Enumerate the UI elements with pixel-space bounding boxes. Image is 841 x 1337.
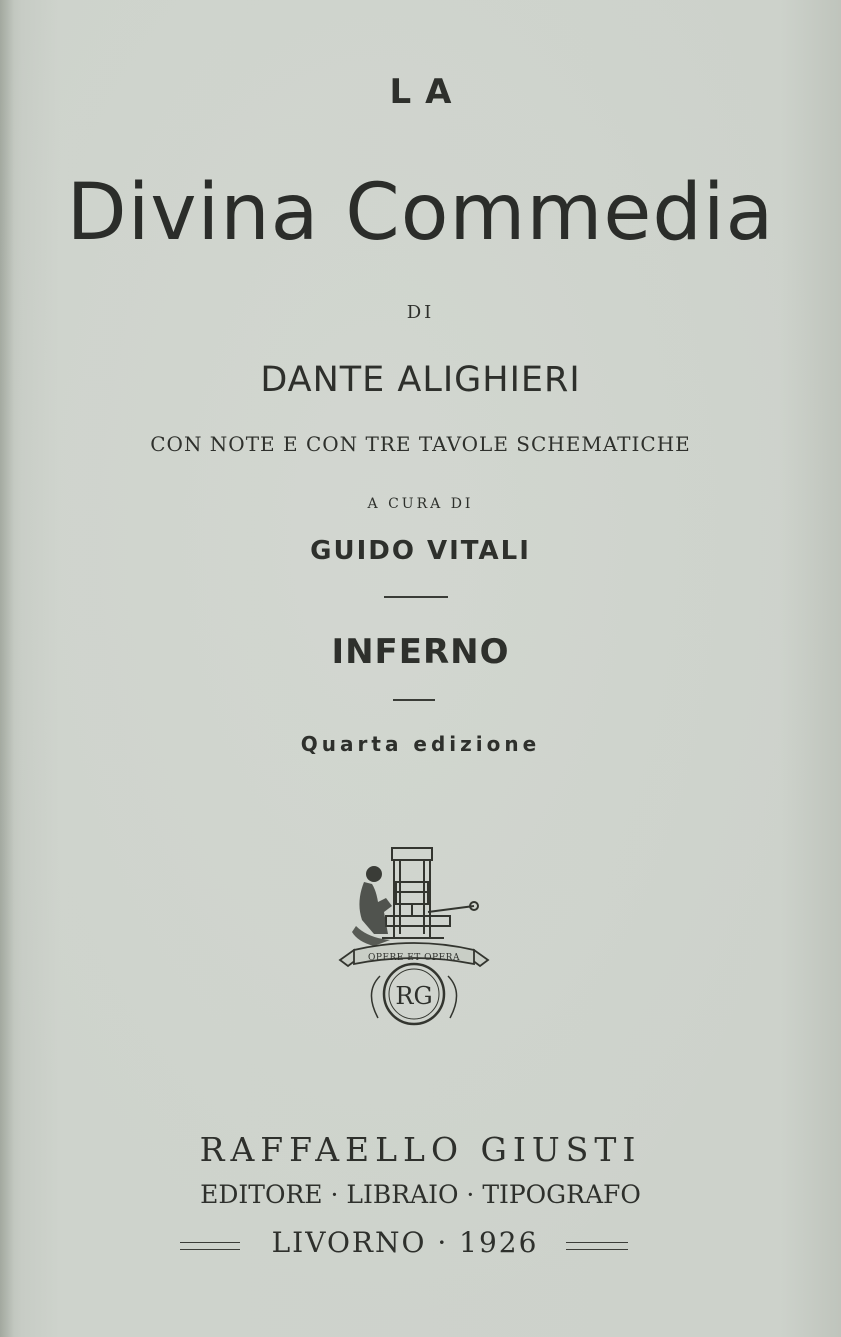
publisher-name: RAFFAELLO GIUSTI (199, 1130, 642, 1169)
editor-name: GUIDO VITALI (310, 536, 531, 566)
monogram-text: RG (395, 982, 433, 1010)
publisher-trades: EDITORE · LIBRAIO · TIPOGRAFO (200, 1180, 641, 1209)
motto-text: OPERE ET OPERA (368, 953, 460, 963)
edited-by-label: A CURA DI (367, 496, 474, 512)
volume-title: INFERNO (331, 632, 510, 672)
book-title: Divina Commedia (66, 168, 775, 258)
imprint-line (0, 1226, 841, 1266)
divider-rule (384, 596, 448, 598)
by-line: DI (406, 302, 435, 323)
title-article: LA (389, 72, 466, 112)
ornament-rule-left (180, 1242, 240, 1250)
divider-rule-short (393, 699, 435, 701)
subtitle: CON NOTE E CON TRE TAVOLE SCHEMATICHE (150, 432, 691, 456)
city-year: LIVORNO · 1926 (271, 1226, 539, 1259)
edition-label: Quarta edizione (300, 732, 541, 756)
author-name: DANTE ALIGHIERI (260, 360, 581, 400)
ornament-rule-right (566, 1242, 628, 1250)
printers-mark-icon (334, 842, 494, 1032)
